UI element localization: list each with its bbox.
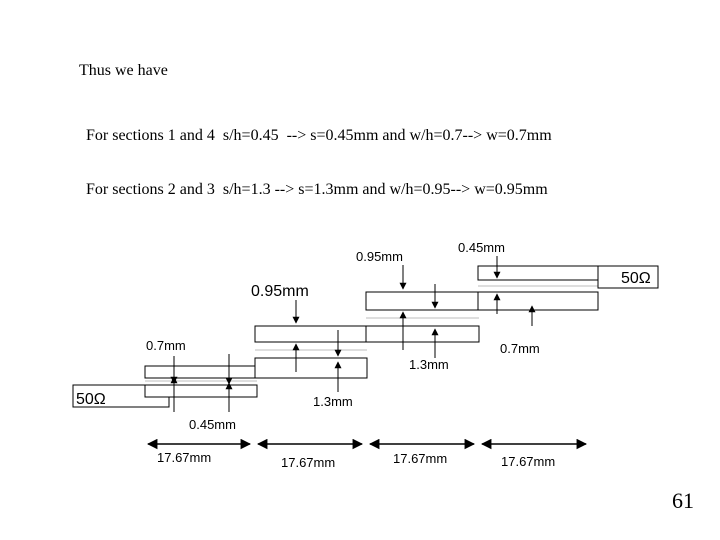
- length-label-3: 17.67mm: [393, 451, 448, 466]
- section-3-line-upper: [366, 292, 479, 310]
- label-w-sec4: 0.7mm: [500, 341, 540, 356]
- label-s-sec3: 1.3mm: [409, 357, 449, 372]
- section-4-line-lower: [478, 292, 598, 310]
- intro-text: Thus we have: [79, 62, 168, 79]
- port-left-label: 50Ω: [76, 391, 106, 408]
- length-label-1: 17.67mm: [157, 450, 212, 465]
- label-w-sec3: 0.95mm: [356, 249, 403, 264]
- section-2-line-upper: [255, 326, 367, 342]
- label-w-sec1: 0.7mm: [146, 338, 186, 353]
- length-label-4: 17.67mm: [501, 454, 556, 469]
- section-2-line-lower: [255, 358, 367, 378]
- label-s-sec1: 0.45mm: [189, 417, 236, 432]
- section-1-line-lower: [145, 385, 257, 397]
- sections-2-3-text: For sections 2 and 3 s/h=1.3 --> s=1.3mm and w/h=0.95--> w=0.95mm: [86, 181, 548, 198]
- label-s-sec2: 1.3mm: [313, 394, 353, 409]
- label-s-sec4: 0.45mm: [458, 240, 505, 255]
- label-w-sec2: 0.95mm: [251, 283, 309, 300]
- section-1-line-upper: [145, 366, 257, 378]
- length-label-2: 17.67mm: [281, 455, 336, 470]
- port-right-label: 50Ω: [621, 270, 651, 287]
- section-4-line-upper: [478, 266, 598, 280]
- sections-1-4-text: For sections 1 and 4 s/h=0.45 --> s=0.45mm and w/h=0.7--> w=0.7mm: [86, 127, 552, 144]
- page-number: 61: [672, 488, 694, 513]
- section-3-line-lower: [366, 326, 479, 342]
